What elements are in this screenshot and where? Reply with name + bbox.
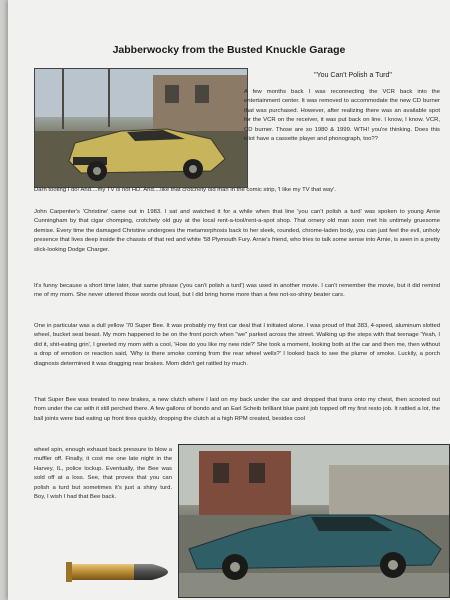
- bullet-icon: [64, 558, 172, 586]
- paragraph-vcr: A few months back I was reconnecting the VCR back into the entertainment center. It was removed to accommodate the new CD burner that was purchased. However, after realizing there was an available spot for the VCR on the receiver, it was put back on line. I know, I know. VCR, CD burner. Those are so 1980 & 1999. WTH! you're thinking. Does this idiot have a cassette player and phonograph, too??: [244, 89, 440, 143]
- bullet-image: [64, 558, 172, 586]
- article-subtitle: "You Can't Polish a Turd": [314, 72, 392, 79]
- yellow-car-illustration: [35, 69, 247, 187]
- photo-yellow-super-bee: [34, 68, 248, 188]
- paragraph-phrase: It's funny because a short time later, that same phrase ('you can't polish a turd') was used in another movie. I can't remember the movie, but it did remind me of my mom. She never uttered those words out loud, but I did bring home more than a few not-so-shiny beater cars.: [34, 283, 440, 299]
- paragraph-ending: wheel spin, enough exhaust back pressure to blow a muffler off. Finally, it cost me one late night in the Harvey, IL, police lockup. Eventually, the Bee was sold off at a loss. See, that proves that you can polish a turd but sometimes it's just a shiny turd. Boy, I wish I had that Bee back.: [34, 447, 172, 501]
- paragraph-tv: Darn tooting I do! And....my TV is not HD. And....like that crotchety old man in the comic strip, 'I like my TV that way'.: [34, 187, 336, 193]
- paragraph-christine: John Carpenter's 'Christine' came out in 1983. I sat and watched it for a while when that line 'you can't polish a turd' was spoken to young Arnie Cunningham by that cigar chomping, crotchety old guy at the local rent-a-tool/rent-a-spot shop. That ornery old man soon met his untimely gruesome demise. Every time the damaged Christine undergoes the metamorphosis back to her sleek, rounded, chrome-laden body, you can just feel the evil, unholy presence that lives deep inside the chassis of that red and white '58 Plymouth Fury. Arnie's friend, who tries to talk some sense into Arnie, is seen in a pretty slick-looking Dodge Charger.: [34, 209, 440, 253]
- blue-car-illustration: [179, 445, 449, 597]
- document-page: [8, 0, 450, 600]
- paragraph-resto: That Super Bee was treated to new brakes, a new clutch where I laid on my back under the car and dropped that trans onto my chest, then scooted out from under the car with it still perched there. A few gallons of bondo and an Earl Scheib brilliant blue paint job topped off my first resto job. It rattled a lot, the ball joints were bad eating up front tires quickly, dropping the clutch at a high RPM created, besides cool: [34, 397, 440, 422]
- document-title: Jabberwocky from the Busted Knuckle Garage: [112, 44, 346, 56]
- paragraph-super-bee: One in particular was a dull yellow '70 Super Bee. It was probably my first car deal that I initiated alone. I was proud of that 383, 4-speed, aluminum slotted wheel, bucket seat beast. My mom happened to be on the front porch when "we" parked across the street. Walking up the steps with that teenage 'Yeah, I did it, shit-eating grin', I greeted my mom with a cool, 'How do you like my new ride?' She took a moment, looking both at the car and then me, then without a drop of emotion or reaction said, 'Why is there smoke coming from the rear wheel wells?' I looked back to see the plume of smoke. Luckily, a porch diagnosis determined it was dragging rear brakes. Mom didn't get rattled by much.: [34, 323, 440, 367]
- photo-blue-super-bee: [178, 444, 450, 598]
